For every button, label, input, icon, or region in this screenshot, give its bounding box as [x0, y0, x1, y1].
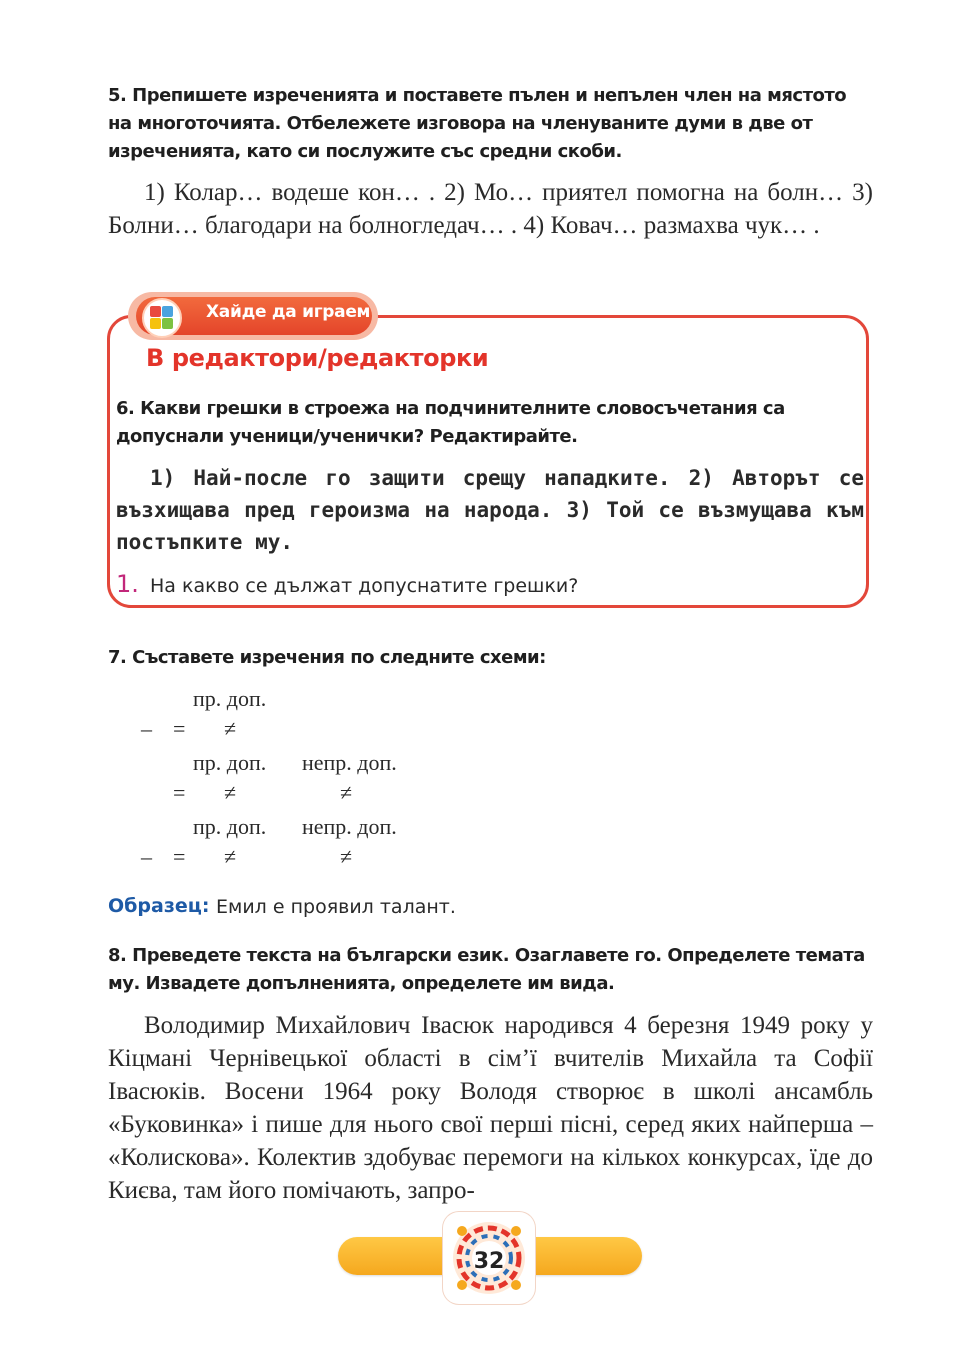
game-tab-label: Хайде да играем	[206, 302, 371, 322]
scheme-2-equals: =	[173, 780, 186, 805]
task-6-heading: 6. Какви грешки в строежа на подчинителните словосъчетания са допуснали ученици/ученички? Редактирайте.	[116, 398, 785, 447]
scheme-3-dash: –	[141, 844, 152, 869]
puzzle-icon	[142, 298, 182, 338]
scheme-2-label-indirect: непр. доп.	[302, 750, 397, 775]
sample-text: Емил е проявил талант.	[216, 896, 456, 918]
task-7-heading: 7. Съставете изречения по следните схеми:	[108, 647, 546, 668]
task-5-heading: 5. Препишете изреченията и поставете пълен и непълен член на мястото на многоточията. Отбележете изговора на членуваните думи в две от изреченията, като си послужите със средни скоби.	[108, 85, 847, 162]
scheme-3-not-equal-1: ≠	[224, 844, 237, 869]
scheme-1-dash: –	[141, 716, 152, 741]
scheme-1-equals: =	[173, 716, 186, 741]
scheme-2-not-equal-2: ≠	[340, 780, 353, 805]
scheme-1-label-direct: пр. доп.	[193, 686, 267, 711]
scheme-3-label-indirect: непр. доп.	[302, 814, 397, 839]
task-5-text: 1) Колар… водеше кон… . 2) Мо… приятел помогна на болн… 3) Болни… благодари на болногледач… . 4) Ковач… размахва чук… .	[108, 179, 873, 239]
scheme-3-not-equal-2: ≠	[340, 844, 353, 869]
task-8-text: Володимир Михайлович Івасюк народився 4 березня 1949 року у Кіцмані Чернівецької області в сім’ї вчителів Михайла та Софії Івасюків. Восени 1964 року Володя створює в школі ансамбль «Буковинка» і пише для нього свої перші пісні, серед яких найперша – «Колискова». Колектив здобуває перемоги на кількох конкурсах, їде до Києва, там його помічають, запро-	[108, 1012, 873, 1204]
scheme-3-label-direct: пр. доп.	[193, 814, 267, 839]
scheme-3-equals: =	[173, 844, 186, 869]
scheme-2-label-direct: пр. доп.	[193, 750, 267, 775]
sample-label: Образец:	[108, 895, 210, 917]
task-8-heading: 8. Преведете текста на български език. Озаглавете го. Определете темата му. Извадете допълненията, определете им вида.	[108, 945, 865, 994]
scheme-1-not-equal: ≠	[224, 716, 237, 741]
question-text: На какво се дължат допуснатите грешки?	[150, 575, 579, 597]
game-title: В редактори/редакторки	[146, 344, 489, 372]
question-number: 1.	[116, 570, 139, 598]
scheme-2-not-equal-1: ≠	[224, 780, 237, 805]
page-number: 32	[473, 1249, 505, 1274]
task-6-text: 1) Най-после го защити срещу нападките. 2) Авторът се възхищава пред героизма на народа. 3) Той се възмущава към постъпките му.	[116, 466, 864, 554]
